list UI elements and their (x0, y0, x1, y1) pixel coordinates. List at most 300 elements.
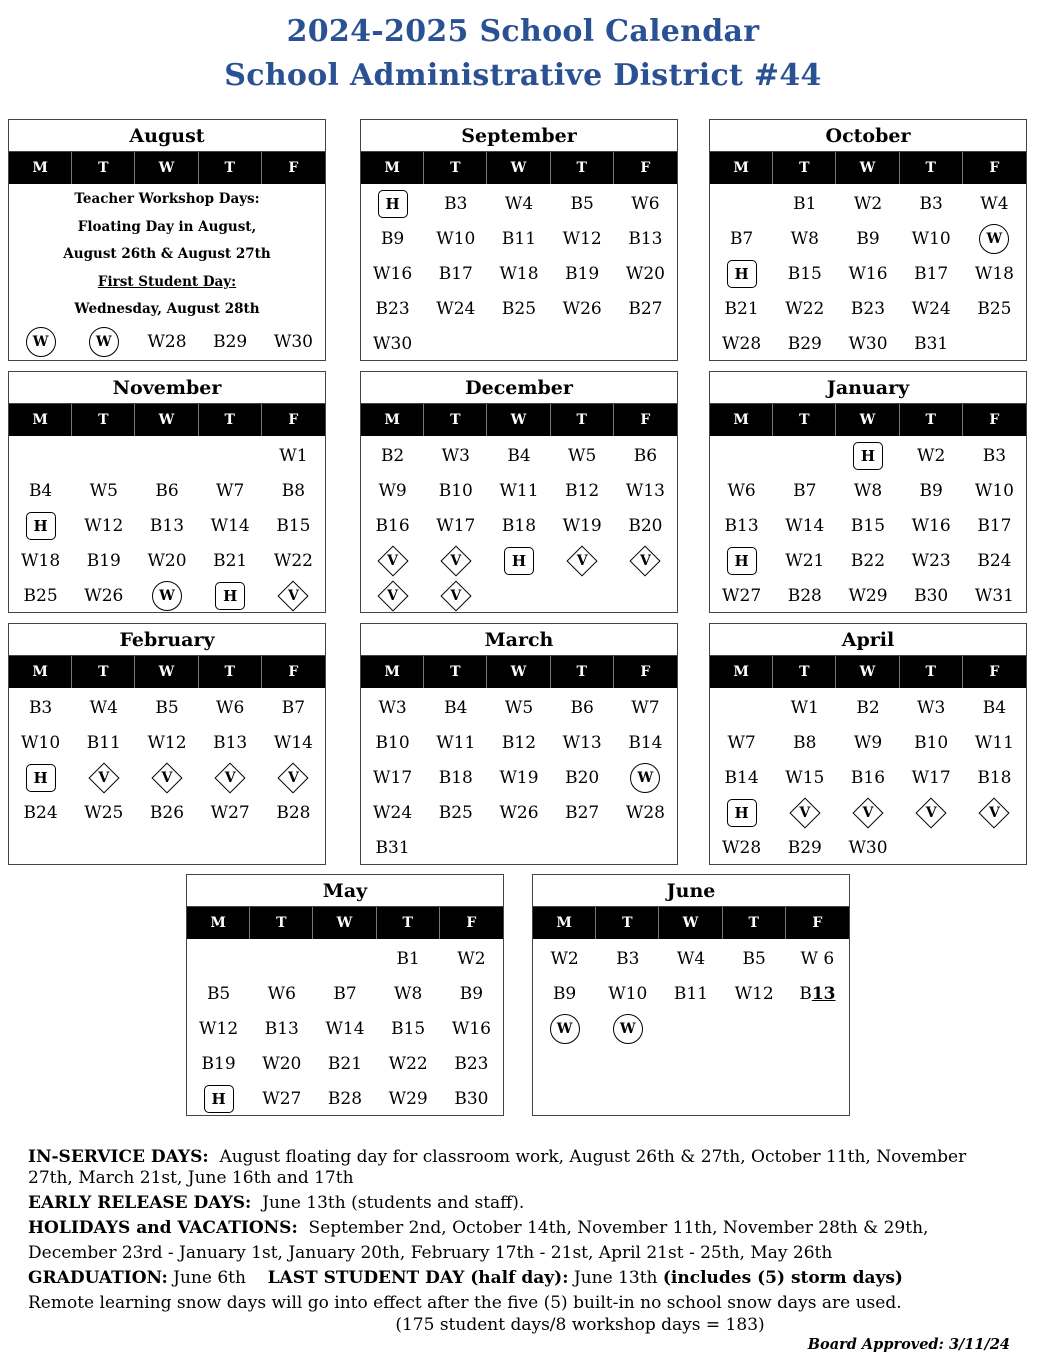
day-cell: W5 (89, 480, 118, 501)
day-cell: W17 (436, 515, 476, 536)
day-cell: B5 (570, 193, 594, 214)
day-cell: B28 (276, 802, 311, 823)
month-name: December (361, 372, 677, 404)
day-cell: W3 (378, 697, 407, 718)
day-cell: W30 (373, 333, 413, 354)
day-cell: B30 (914, 585, 949, 606)
day-cell: B9 (552, 983, 577, 1004)
day-cell: B5 (155, 697, 179, 718)
day-cell: B9 (856, 228, 880, 249)
day-cell: B7 (333, 983, 357, 1004)
august-days (9, 324, 325, 359)
day-cell: W3 (917, 697, 946, 718)
day-cell: B10 (914, 732, 949, 753)
note-line: August 26th & August 27th (63, 246, 271, 262)
day-cell: W16 (911, 515, 951, 536)
graduation-note (28, 1268, 1008, 1289)
day-cell: W4 (89, 697, 118, 718)
day-cell: W20 (147, 550, 187, 571)
day-cell-marked (710, 795, 773, 830)
weekday-label: F (989, 160, 1000, 176)
vacation-diamond-icon: V (376, 579, 410, 613)
inservice-note (28, 1147, 1008, 1189)
weekday-label: T (900, 152, 963, 184)
weekday-label: M (187, 907, 250, 939)
weekday-label: M (710, 404, 773, 436)
day-cell: W20 (262, 1053, 302, 1074)
holiday-box-icon: H (727, 547, 757, 575)
day-cell: B23 (454, 1053, 489, 1074)
weekday-label: T (773, 404, 836, 436)
day-cell: B8 (281, 480, 306, 501)
day-cell: W2 (917, 445, 946, 466)
weekday-label: F (288, 412, 299, 428)
weekday-header (9, 152, 325, 184)
day-cell: B13 (264, 1018, 299, 1039)
last-day-text: June 13th (573, 1268, 658, 1288)
month-october (709, 119, 1027, 361)
day-cell: B27 (628, 298, 663, 319)
day-cell: B13 (628, 228, 663, 249)
day-cell: B1 (396, 948, 420, 969)
day-cell: W26 (84, 585, 124, 606)
day-cell: W8 (853, 480, 883, 501)
day-cell: W16 (848, 263, 888, 284)
day-cell-marked (614, 760, 677, 795)
day-cell: W20 (625, 263, 665, 284)
day-cell: W26 (562, 298, 602, 319)
day-cell: W2 (853, 193, 883, 214)
day-grid (710, 436, 1026, 613)
weekday-label: T (199, 404, 262, 436)
day-cell: W19 (562, 515, 602, 536)
day-cell: B31 (375, 837, 410, 858)
weekday-label: T (199, 152, 262, 184)
weekday-label: F (288, 664, 299, 680)
day-cell-marked (361, 543, 424, 578)
day-cell: B18 (977, 767, 1012, 788)
weekday-label: M (9, 656, 72, 688)
empty-cell (199, 438, 262, 473)
month-february (8, 623, 326, 865)
day-cell-marked (900, 795, 963, 830)
day-cell: W9 (378, 480, 407, 501)
day-cell: B4 (982, 697, 1007, 718)
month-august (8, 119, 326, 361)
day-cell: B29 (787, 333, 822, 354)
weekday-label: T (377, 907, 440, 939)
day-cell: B14 (724, 767, 759, 788)
day-cell: W27 (262, 1088, 302, 1109)
vacation-diamond-icon: V (276, 761, 310, 795)
vacation-diamond-icon: V (851, 796, 885, 830)
day-cell: W23 (911, 550, 951, 571)
day-cell: B3 (444, 193, 468, 214)
weekday-label: W (659, 907, 722, 939)
empty-cell (963, 326, 1026, 361)
day-cell-marked (533, 1011, 596, 1046)
day-cell: W21 (785, 550, 825, 571)
weekday-label: F (640, 412, 651, 428)
day-grid (533, 939, 849, 1046)
day-cell: W12 (199, 1018, 239, 1039)
day-cell-marked (836, 795, 899, 830)
weekday-header (710, 656, 1026, 688)
weekday-label: W (487, 152, 550, 184)
day-cell: W12 (147, 732, 187, 753)
month-april (709, 623, 1027, 865)
vacation-diamond-icon: V (87, 761, 121, 795)
weekday-label: T (72, 152, 135, 184)
day-cell: W6 (216, 697, 245, 718)
weekday-label: W (135, 656, 198, 688)
vacation-diamond-icon: V (439, 544, 473, 578)
month-may (186, 874, 504, 1116)
day-cell: W28 (147, 331, 187, 352)
empty-cell (614, 830, 677, 865)
weekday-header (187, 907, 503, 939)
weekday-label: T (551, 656, 614, 688)
day-cell: B17 (977, 515, 1012, 536)
day-cell-marked (963, 795, 1026, 830)
day-cell: W2 (457, 948, 486, 969)
day-cell: W19 (499, 767, 539, 788)
note-line: Wednesday, August 28th (74, 301, 260, 317)
day-cell: B19 (201, 1053, 236, 1074)
day-cell: W14 (210, 515, 250, 536)
day-grid (9, 436, 325, 613)
day-cell: B6 (155, 480, 179, 501)
day-cell: W16 (451, 1018, 491, 1039)
holidays-text: September 2nd, October 14th, November 11th, November 28th & 29th, (308, 1218, 929, 1238)
day-cell: B25 (977, 298, 1012, 319)
day-cell: W15 (785, 767, 825, 788)
holiday-box-icon: H (26, 512, 56, 540)
day-cell: B11 (86, 732, 121, 753)
day-cell: W26 (499, 802, 539, 823)
vacation-diamond-icon: V (150, 761, 184, 795)
day-cell: B9 (459, 983, 484, 1004)
day-cell-marked (361, 578, 424, 613)
note-line: Teacher Workshop Days: (74, 191, 260, 207)
day-cell-marked (72, 324, 135, 359)
day-cell: B17 (914, 263, 949, 284)
day-cell: B2 (380, 445, 405, 466)
empty-cell (614, 326, 677, 361)
empty-cell (659, 1011, 722, 1046)
early-release-note (28, 1193, 1008, 1214)
workshop-circle-icon: W (613, 1014, 643, 1044)
empty-cell (424, 326, 487, 361)
weekday-label: T (72, 656, 135, 688)
day-cell: B10 (438, 480, 473, 501)
holidays-note (28, 1218, 1008, 1239)
weekday-label: W (836, 656, 899, 688)
holiday-box-icon: H (378, 190, 408, 218)
day-cell: W5 (568, 445, 597, 466)
day-cell: B17 (438, 263, 473, 284)
day-cell: W16 (373, 263, 413, 284)
month-march (360, 623, 678, 865)
vacation-diamond-icon: V (439, 579, 473, 613)
day-cell: B19 (86, 550, 121, 571)
day-cell: B20 (628, 515, 663, 536)
day-cell: W18 (499, 263, 539, 284)
weekday-label: F (288, 160, 299, 176)
day-cell: B24 (977, 550, 1012, 571)
day-cell: B3 (919, 193, 943, 214)
day-cell: B21 (213, 550, 248, 571)
empty-cell (551, 830, 614, 865)
day-cell: B5 (742, 948, 766, 969)
weekday-label: T (424, 404, 487, 436)
day-cell: W6 (267, 983, 296, 1004)
day-cell-marked (9, 324, 72, 359)
day-cell: W28 (722, 837, 762, 858)
day-cell: W12 (734, 983, 774, 1004)
day-grid (361, 436, 677, 613)
day-cell: W30 (848, 333, 888, 354)
day-cell: W17 (911, 767, 951, 788)
month-name: March (361, 624, 677, 656)
empty-cell (614, 578, 677, 613)
month-name: February (9, 624, 325, 656)
weekday-header (361, 152, 677, 184)
day-cell: B18 (438, 767, 473, 788)
day-cell: B29 (787, 837, 822, 858)
day-cell: W5 (504, 697, 534, 718)
day-cell: W4 (980, 193, 1009, 214)
empty-cell (135, 438, 198, 473)
weekday-label: W (836, 404, 899, 436)
day-cell-marked (710, 543, 773, 578)
day-cell: W29 (848, 585, 888, 606)
board-approved: Board Approved: 3/11/24 (807, 1336, 1010, 1353)
day-cell: W7 (631, 697, 660, 718)
vacation-diamond-icon: V (914, 796, 948, 830)
day-cell: W9 (853, 732, 883, 753)
day-cell-marked (199, 578, 262, 613)
weekday-label: T (551, 152, 614, 184)
day-cell: B25 (23, 585, 58, 606)
day-cell-marked (710, 256, 773, 291)
empty-cell (250, 941, 313, 976)
weekday-label: F (640, 160, 651, 176)
empty-cell (187, 941, 250, 976)
day-cell: W14 (325, 1018, 365, 1039)
day-cell: W31 (974, 585, 1014, 606)
day-cell: W3 (441, 445, 470, 466)
holiday-box-icon: H (853, 442, 883, 470)
day-cell: W11 (499, 480, 539, 501)
day-cell-marked (72, 760, 135, 795)
month-january (709, 371, 1027, 613)
day-cell: B6 (570, 697, 594, 718)
holiday-box-icon: H (504, 547, 534, 575)
weekday-label: T (551, 404, 614, 436)
day-cell: B10 (375, 732, 410, 753)
day-cell: W30 (848, 837, 888, 858)
weekday-label: M (533, 907, 596, 939)
day-cell-marked (262, 578, 325, 613)
day-cell: W1 (279, 445, 308, 466)
month-name: November (9, 372, 325, 404)
holiday-box-icon: H (215, 582, 245, 610)
weekday-label: T (773, 656, 836, 688)
day-cell: W7 (216, 480, 245, 501)
day-cell: B28 (327, 1088, 363, 1109)
inservice-label: IN-SERVICE DAYS: (28, 1147, 209, 1167)
day-cell: B11 (673, 983, 709, 1004)
month-december (360, 371, 678, 613)
day-cell: W10 (21, 732, 61, 753)
vacation-diamond-icon: V (276, 579, 310, 613)
day-cell: B11 (501, 228, 537, 249)
empty-cell (72, 438, 135, 473)
holidays-label: HOLIDAYS and VACATIONS: (28, 1218, 298, 1238)
day-cell: W17 (373, 767, 413, 788)
empty-cell (723, 1011, 786, 1046)
empty-cell (963, 830, 1026, 865)
empty-cell (900, 830, 963, 865)
day-cell-marked (487, 543, 550, 578)
weekday-label: T (424, 656, 487, 688)
empty-cell (313, 941, 376, 976)
day-cell: W22 (785, 298, 825, 319)
weekday-label: T (72, 404, 135, 436)
note-line: Floating Day in August, (77, 218, 257, 235)
day-cell-marked (424, 578, 487, 613)
weekday-label: F (989, 664, 1000, 680)
graduation-text: June 6th (173, 1268, 246, 1288)
weekday-label: T (900, 404, 963, 436)
day-cell-marked (836, 438, 899, 473)
day-cell: W10 (608, 983, 648, 1004)
workshop-circle-icon: W (89, 327, 119, 357)
day-cell: B23 (375, 298, 410, 319)
day-cell: W24 (911, 298, 951, 319)
day-cell: B7 (793, 480, 817, 501)
day-cell: B20 (565, 767, 600, 788)
holiday-box-icon: H (727, 799, 757, 827)
day-cell: W24 (373, 802, 413, 823)
day-cell-marked (963, 221, 1026, 256)
day-cell: B7 (729, 228, 754, 249)
empty-cell (487, 326, 550, 361)
month-name: April (710, 624, 1026, 656)
month-name: October (710, 120, 1026, 152)
weekday-label: W (487, 404, 550, 436)
day-cell: B8 (793, 732, 817, 753)
day-cell: W2 (550, 948, 579, 969)
day-grid (361, 184, 677, 361)
last-day-label: LAST STUDENT DAY (half day): (267, 1268, 569, 1288)
day-cell: B6 (633, 445, 658, 466)
day-cell: B28 (787, 585, 822, 606)
workshop-circle-icon: W (550, 1014, 580, 1044)
weekday-label: M (361, 656, 424, 688)
note-line: First Student Day: (97, 273, 237, 290)
day-cell: B3 (616, 948, 640, 969)
holiday-box-icon: H (204, 1085, 234, 1113)
workshop-circle-icon: W (979, 224, 1009, 254)
vacation-diamond-icon: V (788, 796, 822, 830)
day-cell: W8 (394, 983, 423, 1004)
day-cell: B24 (23, 802, 58, 823)
day-cell: W25 (84, 802, 124, 823)
day-cell: W24 (436, 298, 476, 319)
weekday-label: T (773, 152, 836, 184)
vacation-diamond-icon: V (977, 796, 1011, 830)
footer-notes (28, 1147, 1008, 1314)
empty-cell (773, 438, 836, 473)
empty-cell (786, 1011, 849, 1046)
day-grid (710, 184, 1026, 361)
weekday-label: T (900, 656, 963, 688)
empty-cell (9, 438, 72, 473)
day-cell: W1 (790, 697, 819, 718)
inservice-text: August floating day for classroom work, August 26th & 27th, October 11th, November 27th, March 21st, June 16th and 17th (28, 1147, 967, 1188)
day-cell-marked (262, 760, 325, 795)
day-cell: W12 (562, 228, 602, 249)
weekday-label: M (9, 152, 72, 184)
day-cell: B13 (724, 515, 759, 536)
weekday-label: M (361, 404, 424, 436)
weekday-label: F (812, 915, 823, 931)
day-cell: B23 (850, 298, 886, 319)
early-release-day: 13 (811, 983, 836, 1004)
day-cell: W 6 (800, 948, 835, 969)
day-cell: W11 (974, 732, 1014, 753)
day-cell: W28 (625, 802, 665, 823)
day-cell: B21 (327, 1053, 363, 1074)
day-grid (9, 688, 325, 830)
day-cell: W30 (273, 331, 313, 352)
day-cell: B21 (724, 298, 759, 319)
day-cell-marked (135, 760, 198, 795)
day-cell-marked (9, 760, 72, 795)
day-cell: B15 (276, 515, 311, 536)
day-cell: W10 (436, 228, 476, 249)
day-cell: B7 (281, 697, 306, 718)
vacation-diamond-icon: V (213, 761, 247, 795)
early-label: EARLY RELEASE DAYS: (28, 1193, 252, 1213)
weekday-header (710, 152, 1026, 184)
weekday-label: M (710, 656, 773, 688)
day-cell-marked (187, 1081, 250, 1116)
day-cell: B3 (28, 697, 53, 718)
day-cell: B4 (507, 445, 531, 466)
calendar-title: 2024-2025 School Calendar (286, 14, 760, 49)
day-cell: B30 (454, 1088, 489, 1109)
weekday-label: W (135, 404, 198, 436)
day-cell: B25 (438, 802, 473, 823)
day-cell: B15 (787, 263, 822, 284)
day-cell: B27 (565, 802, 600, 823)
day-cell: B19 (565, 263, 600, 284)
holiday-box-icon: H (26, 764, 56, 792)
day-cell: W18 (21, 550, 61, 571)
weekday-label: F (989, 412, 1000, 428)
empty-cell (424, 830, 487, 865)
day-cell: W8 (790, 228, 819, 249)
day-cell: B29 (213, 331, 248, 352)
day-cell: B12 (565, 480, 600, 501)
weekday-header (9, 656, 325, 688)
day-cell: B31 (914, 333, 949, 354)
weekday-header (710, 404, 1026, 436)
day-cell: B9 (380, 228, 405, 249)
